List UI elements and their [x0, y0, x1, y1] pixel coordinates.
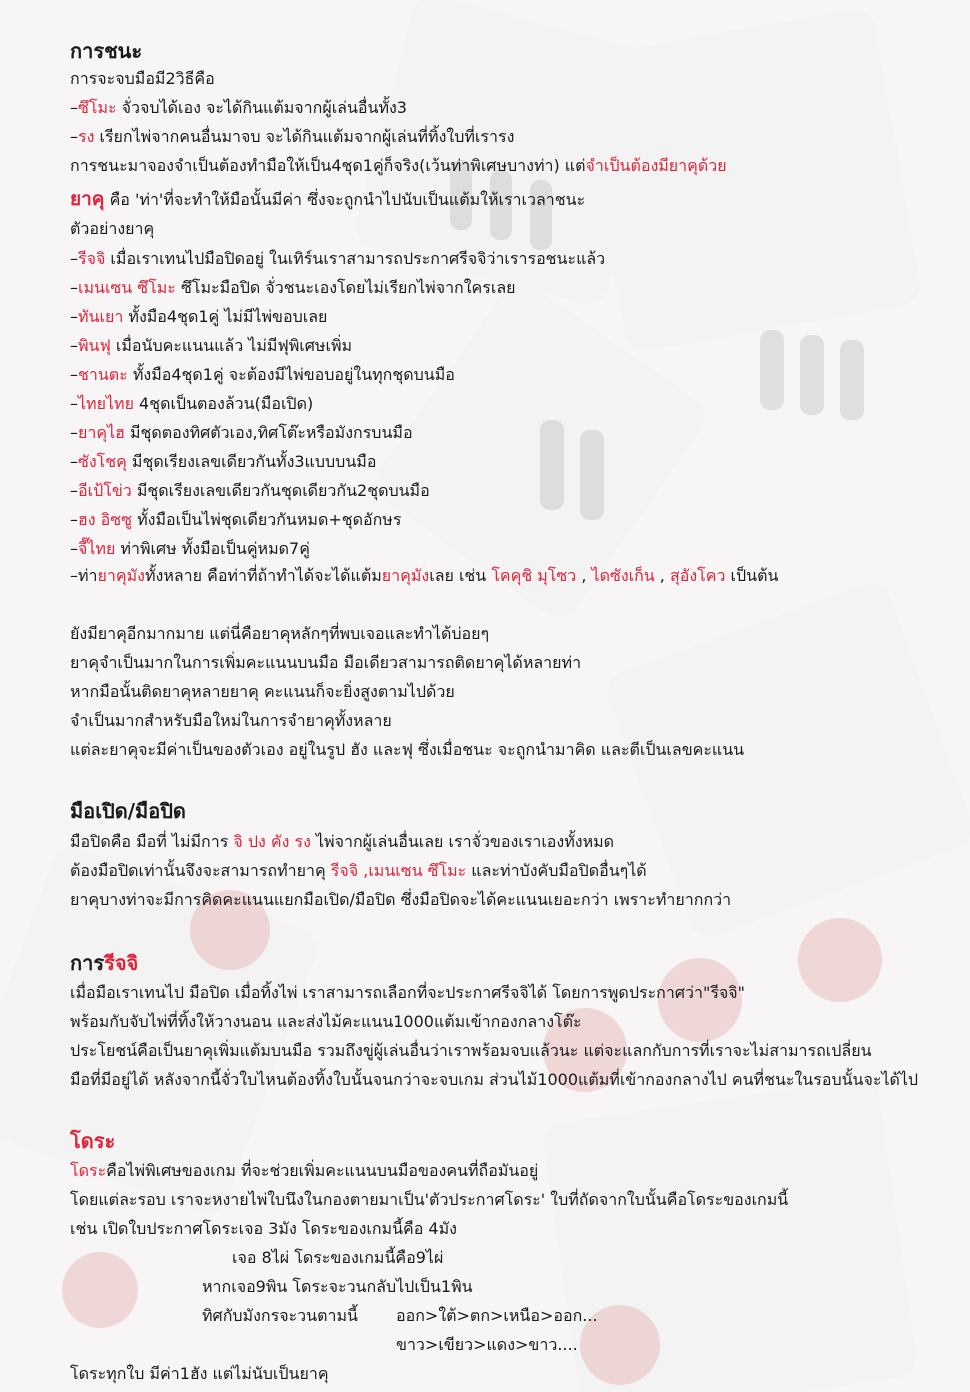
- yakuman-example-suanko: สุอังโคว: [669, 566, 726, 585]
- closed-line: ยาคุบางท่าจะมีการคิดคะแนนแยกมือเปิด/มือปิด ซึ่งมือปิดจะได้คะแนนเยอะกว่า เพราะทำยากกว่า: [70, 890, 732, 909]
- dora-line: ทิศกับมังกรจะวนตามนี้: [202, 1306, 358, 1325]
- yaku-note: ยังมียาคุอีกมากมาย แต่นี่คือยาคุหลักๆที่พบเจอและทำได้บ่อยๆ: [70, 624, 490, 643]
- yaku-name: ซังโชคุ: [78, 452, 127, 471]
- yaku-item: –ชานตะ ทั้งมือ4ชุด1คู่ จะต้องมีไพ่ขอบอยู่ในทุกชุดบนมือ: [70, 365, 455, 384]
- yaku-name: ชานตะ: [78, 365, 128, 384]
- term-tsumo: ซึโมะ: [78, 98, 117, 117]
- yaku-item: –ไทยไทย 4ชุดเป็นตองล้วน(มือเปิด): [70, 394, 314, 413]
- section-title-dora: โดระ: [70, 1129, 116, 1153]
- dora-line: เช่น เปิดใบประกาศโดระเจอ 3มัง โดระของเกมนี้คือ 4มัง: [70, 1219, 457, 1238]
- yaku-name: เมนเซน ซึโมะ: [78, 278, 176, 297]
- yaku-name: รีจจิ: [78, 249, 106, 268]
- yaku-note: จำเป็นมากสำหรับมือใหม่ในการจำยาคุทั้งหลาย: [70, 711, 392, 730]
- section-title-riichi: การรีจจิ: [70, 951, 139, 975]
- yaku-note: แต่ละยาคุจะมีค่าเป็นของตัวเอง อยู่ในรูป ฮัง และฟุ ซึ่งเมื่อชนะ จะถูกนำมาคิด และตีเป็นเลขคะแนน: [70, 740, 745, 759]
- yaku-item: –เมนเซน ซึโมะ ซึโมะมือปิด จั่วชนะเองโดยไม่เรียกไพ่จากใครเลย: [70, 278, 516, 297]
- yaku-name: อีเป้โข่ว: [78, 481, 132, 500]
- yaku-item: –รีจจิ เมื่อเราเทนไปมือปิดอยู่ ในเทิร์นเราสามารถประกาศรีจจิว่าเรารอชนะแล้ว: [70, 249, 606, 268]
- riichi-line: ประโยชน์คือเป็นยาคุเพิ่มแต้มบนมือ รวมถึงขู่ผู้เล่นอื่นว่าเราพร้อมจบแล้วนะ แต่จะแลกกับการที่เราจะไม่สามารถเปลี่ยน: [70, 1041, 872, 1060]
- yaku-item: –ทันเยา ทั้งมือ4ชุด1คู่ ไม่มีไพ่ขอบเลย: [70, 307, 328, 326]
- dora-line: หากเจอ9พิน โดระจะวนกลับไปเป็น1พิน: [202, 1277, 473, 1296]
- yaku-name: ทันเยา: [78, 307, 124, 326]
- yaku-item: –พินฟุ เมื่อนับคะแนนแล้ว ไม่มีฟุพิเศษเพิ่ม: [70, 336, 353, 355]
- riichi-line: พร้อมกับจับไพ่ที่ทิ้งให้วางนอน และส่งไม้คะแนน1000แต้มเข้ากองกลางโต๊ะ: [70, 1012, 582, 1031]
- term-yaku: ยาคุ: [70, 188, 105, 210]
- riichi-line: เมื่อมือเราเทนไป มือปิด เมื่อทิ้งไพ่ เราสามารถเลือกที่จะประกาศรีจจิได้ โดยการพูดประกาศว่า"รีจจิ": [70, 983, 746, 1002]
- dora-line: โดยแต่ละรอบ เราจะหงายไพ่ใบนึงในกองตายมาเป็น'ตัวประกาศโดระ' ใบที่ถัดจากใบนั้นคือโดระของเกมนี้: [70, 1190, 789, 1209]
- section-title-closed: มือเปิด/มือปิด: [70, 799, 186, 823]
- yaku-note: หากมือนั้นติดยาคุหลายยาคุ คะแนนก็จะยิ่งสูงตามไปด้วย: [70, 682, 455, 701]
- dora-line: เจอ 8ไผ่ โดระของเกมนี้คือ9ไผ่: [232, 1248, 444, 1267]
- dora-line: โดระทุกใบ มีค่า1ฮัง แต่ไม่นับเป็นยาคุ: [70, 1364, 329, 1383]
- win-tsumo-line: –ซึโมะ จั่วจบได้เอง จะได้กินแต้มจากผู้เล่นอื่นทั้ง3: [70, 98, 407, 117]
- win-ron-line: –รง เรียกไพ่จากคนอื่นมาจบ จะได้กินแต้มจากผู้เล่นที่ทิ้งใบที่เรารง: [70, 127, 515, 146]
- yaku-item: –อีเป้โข่ว มีชุดเรียงเลขเดียวกันชุดเดียวกัน2ชุดบนมือ: [70, 481, 430, 500]
- yaku-note: ยาคุจำเป็นมากในการเพิ่มคะแนนบนมือ มือเดียวสามารถติดยาคุได้หลายท่า: [70, 653, 582, 672]
- yakuman-example-daisangen: ไดซังเก็น: [591, 566, 655, 585]
- yaku-name: พินฟุ: [78, 336, 111, 355]
- yaku-item: –ยาคุไฮ มีชุดตองทิศตัวเอง,ทิศโต๊ะหรือมังกรบนมือ: [70, 423, 413, 442]
- yaku-name: จี๊ไทย: [78, 539, 116, 558]
- yakuman-example-kokushi: โคคุชิ มุโซว: [491, 566, 577, 585]
- win-intro: การจะจบมือมี2วิธีคือ: [70, 69, 215, 88]
- dora-line: โดระคือไพ่พิเศษของเกม ที่จะช่วยเพิ่มคะแนนบนมือของคนที่ถือมันอยู่: [70, 1161, 539, 1180]
- dora-dragon-cycle: ขาว>เขียว>แดง>ขาว....: [396, 1335, 578, 1354]
- yaku-item: –จี๊ไทย ท่าพิเศษ ทั้งมือเป็นคู่หมด7คู่: [70, 539, 310, 558]
- win-rule-line: การชนะมาจองจำเป็นต้องทำมือให้เป็น4ชุด1คู่ก็จริง(เว้นท่าพิเศษบางท่า) แต่จำเป็นต้องมียาคุด้วย: [70, 156, 727, 175]
- yakuman-line: –ท่ายาคุมังทั้งหลาย คือท่าที่ถ้าทำได้จะได้แต้มยาคุมังเลย เช่น โคคุชิ มุโซว , ไดซังเก็น , สุอังโคว เป็นต้น: [70, 566, 779, 585]
- yaku-examples-label: ตัวอย่างยาคุ: [70, 219, 155, 238]
- closed-line: ต้องมือปิดเท่านั้นจึงจะสามารถทำยาคุ รีจจิ ,เมนเซน ซึโมะ และท่าบังคับมือปิดอื่นๆได้: [70, 861, 647, 880]
- closed-line: มือปิดคือ มือที่ ไม่มีการ จิ ปง คัง รง ไพ่จากผู้เล่นอื่นเลย เราจั่วของเราเองทั้งหมด: [70, 832, 615, 851]
- yaku-item: –ฮง อิซซู ทั้งมือเป็นไพ่ชุดเดียวกันหมด+ชุดอักษร: [70, 510, 402, 529]
- yaku-definition: ยาคุ คือ 'ท่า'ที่จะทำให้มือนั้นมีค่า ซึ่งจะถูกนำไปนับเป็นแต้มให้เราเวลาชนะ: [70, 188, 586, 210]
- yaku-name: ไทยไทย: [78, 394, 134, 413]
- dora-wind-cycle: ออก>ใต้>ตก>เหนือ>ออก...: [396, 1306, 598, 1325]
- yaku-item: –ซังโชคุ มีชุดเรียงเลขเดียวกันทั้ง3แบบบนมือ: [70, 452, 377, 471]
- term-ron: รง: [78, 127, 95, 146]
- section-title-win: การชนะ: [70, 39, 143, 63]
- riichi-line: มือที่มีอยู่ได้ หลังจากนี้จั่วใบไหนต้องทิ้งใบนั้นจนกว่าจะจบเกม ส่วนไม้1000แต้มที่เข้ากองกลางไป คนที่ชนะในรอบนั้นจะได้ไป: [70, 1070, 919, 1089]
- yaku-name: ยาคุไฮ: [78, 423, 125, 442]
- yaku-name: ฮง อิซซู: [78, 510, 132, 529]
- term-need-yaku: จำเป็นต้องมียาคุด้วย: [585, 156, 727, 175]
